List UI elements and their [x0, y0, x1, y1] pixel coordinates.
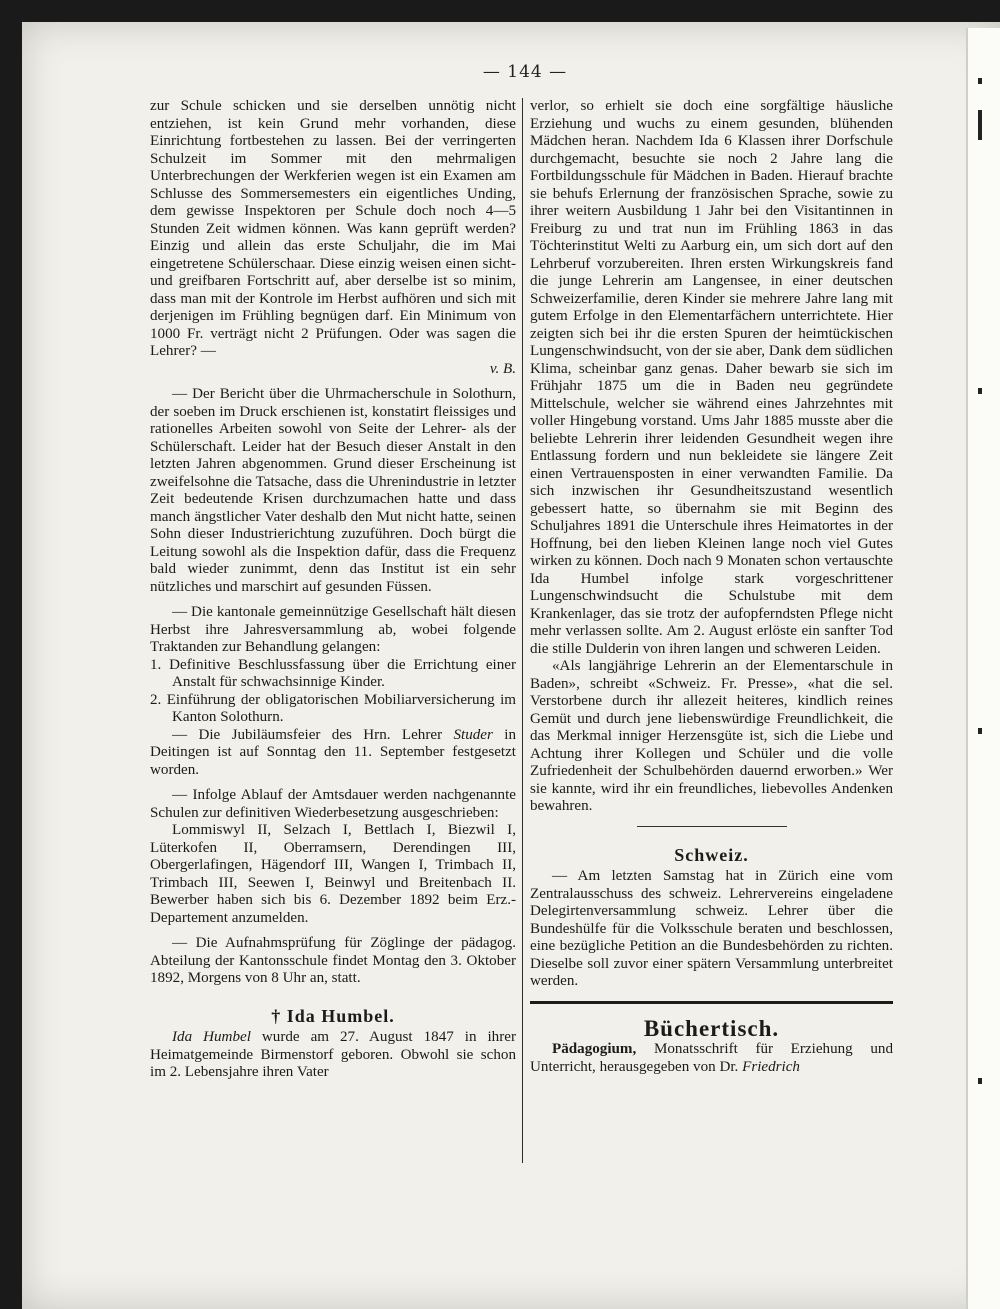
- column-divider: [522, 98, 523, 1163]
- paragraph: — Die Aufnahmsprüfung für Zöglinge der pädagog. Abteilung der Kantonsschule findet Montag den 3. Oktober 1892, Morgens von 8 Uhr an, statt.: [150, 935, 516, 986]
- paragraph: — Die kantonale gemeinnützige Gesellschaft hält diesen Herbst ihre Jahresversammlung ab, wobei folgende Traktanden zur Behandlung gelangen:: [150, 604, 516, 655]
- section-heading-schweiz: Schweiz.: [674, 844, 749, 865]
- right-column: [530, 98, 893, 1076]
- paragraph: — Infolge Ablauf der Amtsdauer werden nachgenannte Schulen zur definitiven Wiederbesetzung ausgeschrieben:: [150, 787, 516, 821]
- page-edge: [966, 28, 1000, 1309]
- paragraph: — Der Bericht über die Uhrmacherschule in Solothurn, der soeben im Druck erschienen ist, konstatirt fleissiges und rationelles Arbeiten sowohl von Seite der Lehrer- als der Schülerschaft. Leider hat der Besuch dieser Anstalt in den letzten Jahren abgenommen. Grund dieser Erscheinung ist zweifelsohne die Tatsache, dass die Uhrenindustrie in letzter Zeit bedeutende Krisen durchzumachen hatte und dass manch ängstlicher Vater deshalb den Mut nicht hatte, seinen Sohn dieser Industrierichtung zuzuführen. Doch bürgt die Leitung sowohl als die Inspektion dafür, dass die Frequenz bald wieder zunimmt, denn das Institut ist ein sehr nützliches und marschirt auf gesunden Füssen.: [150, 386, 516, 595]
- paragraph: — Die Jubiläumsfeier des Hrn. Lehrer Studer in Deitingen ist auf Sonntag den 11. September festgesetzt worden.: [150, 726, 516, 778]
- left-column: [150, 98, 516, 1082]
- paragraph: «Als langjährige Lehrerin an der Elementarschule in Baden», schreibt «Schweiz. Fr. Presse», «hat die sel. Verstorbene durch ihr allezeit heiteres, kindlich reines Gemüt und durch jene liebenswürdige Freundlichkeit, die das Merkmal inniger Herzensgüte ist, sich die Liebe und Achtung ihrer Kollegen und Schüler und die volle Zufriedenheit der Schulbehörden dauernd erworben.» Wer sie kannte, wird ihr ein freundliches, liebevolles Andenken bewahren.: [530, 658, 893, 814]
- signature: v. B.: [489, 360, 516, 377]
- paragraph: Ida Humbel wurde am 27. August 1847 in ihrer Heimatgemeinde Birmenstorf geboren. Obwohl sie schon im 2. Lebensjahre ihren Vater: [150, 1029, 516, 1080]
- paragraph: zur Schule schicken und sie derselben unnötig nicht entziehen, ist kein Grund mehr vorhanden, diese Einrichtung fortbestehen zu lassen. Bei der verringerten Schulzeit im Sommer mit den mehrmaligen Unterbrechungen der Werkferien wegen ist ein Examen am Schlusse des Sommersemesters ein eigentliches Unding, dem gewisse Inspektoren per Schule doch noch 4—5 Stunden Zeit widmen können. Was kann geprüft werden? Einzig und allein das erste Schuljahr, die im Mai eingetretene Schülerschaar. Diese einzig weisen einen sicht- und greifbaren Fortschritt auf, aber derselbe ist so minim, dass man mit der Kontrole im Herbst aufhören und sich mit derjenigen im Frühling begnügen darf. Ein Minimum von 1000 Fr. verträgt nicht 2 Prüfungen. Oder was sagen die Lehrer? — v. B.: [150, 98, 516, 377]
- list-item: 1. Definitive Beschlussfassung über die Errichtung einer Anstalt für schwachsinnige Kinder.: [150, 656, 516, 690]
- paragraph: Pädagogium, Monatsschrift für Erziehung und Unterricht, herausgegeben von Dr. Friedrich: [530, 1041, 893, 1075]
- list-item: 2. Einführung der obligatorischen Mobiliarversicherung im Kanton Solothurn.: [150, 691, 516, 725]
- section-rule-thick: [530, 1001, 893, 1004]
- page-number: — 144 —: [482, 62, 568, 82]
- obituary-heading: † Ida Humbel.: [271, 1005, 395, 1026]
- paragraph: Lommiswyl II, Selzach I, Bettlach I, Biezwil I, Lüterkofen II, Oberramsern, Derendingen III, Obergerlafingen, Hägendorf III, Wangen I, Trimbach II, Trimbach III, Seewen I, Beinwyl und Breitenbach II. Bewerber haben sich bis 6. Dezember 1892 beim Erz.-Departement anzumelden.: [150, 822, 516, 926]
- paragraph: verlor, so erhielt sie doch eine sorgfältige häusliche Erziehung und wuchs zu einem gesunden, blühenden Mädchen heran. Nachdem Ida 6 Klassen ihrer Dorfschule durchgemacht, besuchte sie noch 2 Jahre lang die Fortbildungsschule für Mädchen in Baden. Hierauf brachte sie behufs Erlernung der französischen Sprache, sowie zu ihrer weitern Ausbildung 1 Jahr bei den Visitantinnen in Freiburg zu und trat nun im Frühling 1863 in das Töchterinstitut Welti zu Aarburg ein, um sich dort auf den Lehrberuf vorzubereiten. Ihren ersten Wirkungskreis fand die junge Lehrerin am Langensee, in einer deutschen Schweizerfamilie, deren Kinder sie mehrere Jahre lang mit gutem Erfolge in den Elementarfächern unterrichtete. Hier zeigten sich bei ihr die ersten Spuren der heimtückischen Lungenschwindsucht, von der sie aber, Dank dem südlichen Klima, scheinbar ganz genas. Daher bewarb sie sich im Frühjahr 1875 um die in Baden neu gegründete Mittelschule, welcher sie während eines Jahrzehntes mit voller Hingebung vorstand. Ums Jahr 1885 musste aber die beliebte Lehrerin ihrer leidenden Gesundheit wegen ihre Entlassung fordern und nun bekleidete sie längere Zeit einen Vertrauensposten in einer verwandten Familie. Da sich inzwischen ihr Gesundheitszustand wesentlich gebessert hatte, so übernahm sie mit Beginn des Schuljahres 1891 die Unterschule ihres Heimatortes in der Hoffnung, bei den lieben Kleinen lange noch viel Gutes wirken zu können. Doch nach 9 Monaten schon vertauschte Ida Humbel infolge stark vorgeschrittener Lungenschwindsucht die Schulstube mit dem Krankenlager, das sie trotz der aufopferndsten Pflege nicht mehr verlassen sollte. Am 2. August erlöste ein sanfter Tod die stille Dulderin von ihren langen und schweren Leiden.: [530, 98, 893, 657]
- paragraph: — Am letzten Samstag hat in Zürich eine vom Zentralausschuss des schweiz. Lehrervereins eingeladene Delegirtenversammlung schweiz. Lehrer über die Bundeshülfe für die Volksschule beraten und beschlossen, eine bezügliche Petition an die Bundesbehörden zu richten. Dieselbe soll zuvor einer spätern Versammlung unterbreitet werden.: [530, 868, 893, 989]
- section-rule: [637, 826, 787, 827]
- section-heading-buechertisch: Büchertisch.: [643, 1015, 780, 1041]
